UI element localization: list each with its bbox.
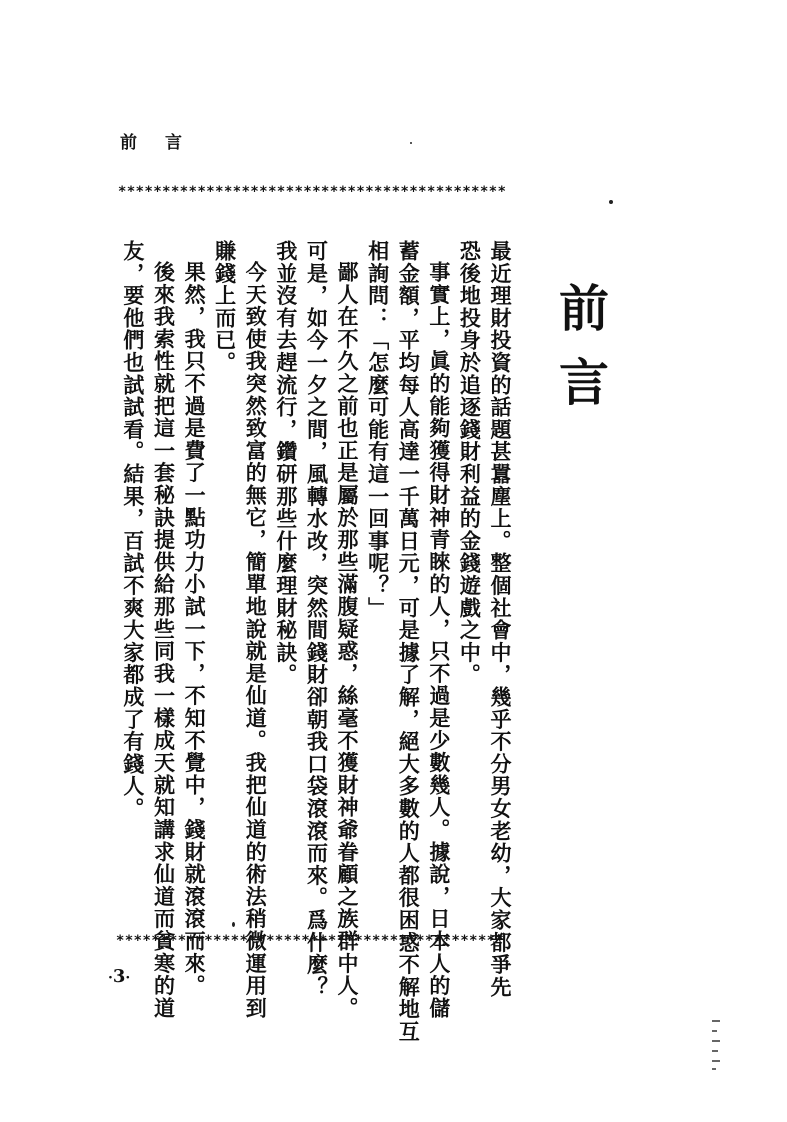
- page-number-value: 3: [112, 966, 126, 987]
- scan-speck: [232, 922, 235, 927]
- scan-speck: [410, 142, 412, 144]
- text-line: 恐後地投身於追逐錢財利益的金錢遊戲之中。: [457, 240, 483, 686]
- top-ornament-rule: ∗∗∗∗∗∗∗∗∗∗∗∗∗∗∗∗∗∗∗∗∗∗∗∗∗∗∗∗∗∗∗∗∗∗∗∗∗∗∗∗∗∗∗∗: [118, 181, 507, 197]
- page-number: [108, 966, 130, 987]
- folio-dot-right: ·: [125, 970, 131, 986]
- text-line: 友，要他們也試試看。結果，百試不爽大家都成了有錢人。: [120, 240, 146, 820]
- text-line: 鄙人在不久之前也正是屬於那些滿腹疑惑，絲毫不獲財神爺眷顧之族群中人。: [335, 261, 361, 1020]
- text-line: 可是，如今一夕之間，風轉水改，突然間錢財卻朝我口袋滾滾而來。爲什麼？: [304, 240, 330, 999]
- text-line: 賺錢上而已。: [212, 240, 238, 374]
- text-line: 最近理財投資的話題甚囂塵上。整個社會中，幾乎不分男女老幼，大家都爭先: [488, 240, 513, 999]
- text-line: 我並沒有去趕流行，鑽研那些什麼理財秘訣。: [273, 240, 299, 686]
- running-header: 前言: [120, 133, 210, 153]
- text-line: 今天致使我突然致富的無它，簡單地說就是仙道。我把仙道的術法稍微運用到: [243, 261, 269, 1020]
- scan-speck: [609, 200, 613, 204]
- chapter-title: 前言: [551, 282, 610, 430]
- folio-dot-left: ·: [108, 970, 113, 986]
- text-line: 事實上，眞的能夠獲得財神青睞的人，只不過是少數幾人。據說，日本人的儲: [426, 261, 452, 1020]
- body-text: [117, 240, 515, 1043]
- scan-edge-artifact: [712, 1018, 720, 1073]
- text-line: 後來我索性就把這一套秘訣提供給那些同我一樣成天就知講求仙道而貧寒的道: [151, 261, 177, 1020]
- bottom-ornament-rule: ∗∗∗∗∗∗∗∗∗∗∗∗∗∗∗∗∗∗∗∗∗∗∗∗∗∗∗∗∗∗∗∗∗∗∗∗∗∗∗∗∗∗∗∗: [116, 930, 505, 946]
- text-line: 蓄金額，平均每人高達一千萬日元，可是據了解，絕大多數的人都很困惑不解地互: [396, 240, 422, 1043]
- text-line: 相詢問：「怎麼可能有這一回事呢？」: [365, 240, 391, 620]
- text-line: 果然，我只不過是費了一點功力小試一下，不知不覺中，錢財就滾滾而來。: [182, 261, 208, 997]
